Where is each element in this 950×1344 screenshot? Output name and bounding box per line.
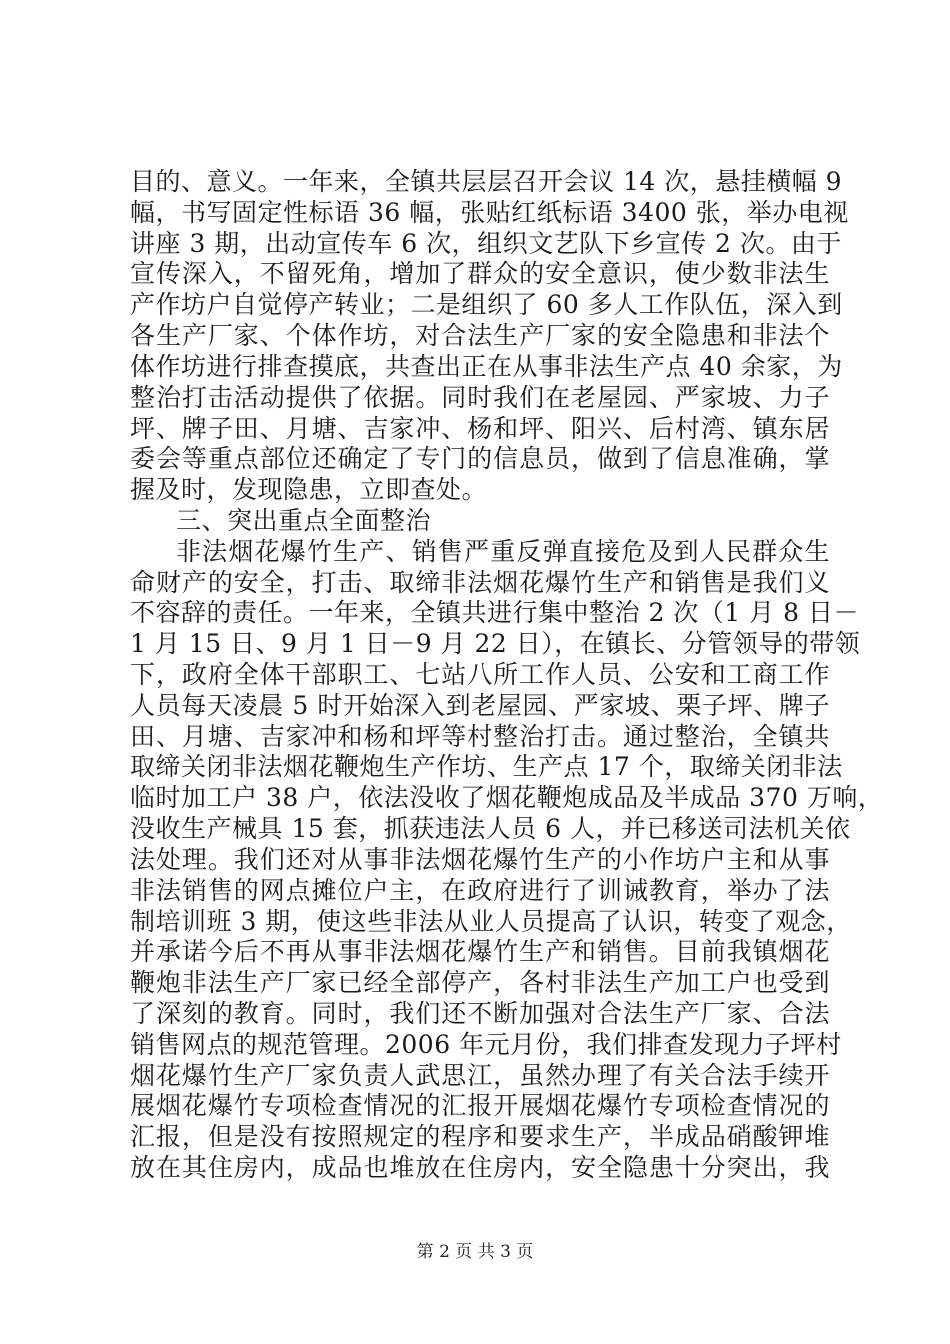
body-text-line: 销售网点的规范管理。2006 年元月份，我们排查发现力子坪村 — [130, 1030, 842, 1059]
body-text-line: 产作坊户自觉停产转业；二是组织了 60 多人工作队伍，深入到 — [130, 290, 843, 319]
body-text-line: 没收生产械具 15 套，抓获违法人员 6 人，并已移送司法机关依 — [130, 814, 851, 843]
body-text-line: 临时加工户 38 户，依法没收了烟花鞭炮成品及半成品 370 万响， — [130, 783, 884, 812]
body-text-line: 田、月塘、吉家冲和杨和坪等村整治打击。通过整治，全镇共 — [130, 722, 830, 751]
body-text-line: 命财产的安全，打击、取缔非法烟花爆竹生产和销售是我们义 — [130, 568, 830, 597]
body-text-line: 了深刻的教育。同时，我们还不断加强对合法生产厂家、合法 — [130, 999, 830, 1028]
body-text-line: 整治打击活动提供了依据。同时我们在老屋园、严家坡、力子 — [130, 383, 830, 412]
body-text-line: 体作坊进行排查摸底，共查出正在从事非法生产点 40 余家，为 — [130, 352, 843, 381]
body-text-line: 取缔关闭非法烟花鞭炮生产作坊、生产点 17 个，取缔关闭非法 — [130, 752, 843, 781]
body-text-line: 讲座 3 期，出动宣传车 6 次，组织文艺队下乡宣传 2 次。由于 — [130, 229, 842, 258]
body-text-line: 放在其住房内，成品也堆放在住房内，安全隐患十分突出，我 — [130, 1153, 830, 1182]
body-text-line: 非法销售的网点摊位户主，在政府进行了训诫教育，举办了法 — [130, 876, 830, 905]
body-text-line: 鞭炮非法生产厂家已经全部停产，各村非法生产加工户也受到 — [130, 968, 830, 997]
body-text-line: 幅，书写固定性标语 36 幅，张贴红纸标语 3400 张，举办电视 — [130, 198, 849, 227]
body-text-line: 汇报，但是没有按照规定的程序和要求生产，半成品硝酸钾堆 — [130, 1122, 830, 1151]
body-text-line: 各生产厂家、个体作坊，对合法生产厂家的安全隐患和非法个 — [130, 321, 830, 350]
paragraph-first-line: 非法烟花爆竹生产、销售严重反弹直接危及到人民群众生 — [176, 537, 830, 566]
body-text-line: 不容辞的责任。一年来，全镇共进行集中整治 2 次（1 月 8 日－ — [130, 598, 859, 627]
body-text-line: 坪、牌子田、月塘、吉家冲、杨和坪、阳兴、后村湾、镇东居 — [130, 414, 830, 443]
body-text-line: 目的、意义。一年来，全镇共层层召开会议 14 次，悬挂横幅 9 — [130, 167, 843, 196]
page-footer: 第 2 页 共 3 页 — [416, 1242, 534, 1262]
body-text-line: 下，政府全体干部职工、七站八所工作人员、公安和工商工作 — [130, 660, 830, 689]
body-text-line: 烟花爆竹生产厂家负责人武思江，虽然办理了有关合法手续开 — [130, 1061, 830, 1090]
body-text-line: 握及时，发现隐患，立即查处。 — [130, 475, 488, 504]
body-text-line: 宣传深入，不留死角，增加了群众的安全意识，使少数非法生 — [130, 259, 830, 288]
body-text-line: 制培训班 3 期，使这些非法从业人员提高了认识，转变了观念， — [130, 907, 852, 936]
section-heading: 三、突出重点全面整治 — [176, 506, 432, 535]
body-text-line: 并承诺今后不再从事非法烟花爆竹生产和销售。目前我镇烟花 — [130, 937, 830, 966]
body-text-line: 展烟花爆竹专项检查情况的汇报开展烟花爆竹专项检查情况的 — [130, 1091, 830, 1120]
body-text-line: 1 月 15 日、9 月 1 日－9 月 22 日），在镇长、分管领导的带领 — [130, 629, 861, 658]
body-text-line: 法处理。我们还对从事非法烟花爆竹生产的小作坊户主和从事 — [130, 845, 830, 874]
body-text-line: 委会等重点部位还确定了专门的信息员，做到了信息准确，掌 — [130, 444, 830, 473]
body-text-line: 人员每天凌晨 5 时开始深入到老屋园、严家坡、栗子坪、牌子 — [130, 691, 830, 720]
